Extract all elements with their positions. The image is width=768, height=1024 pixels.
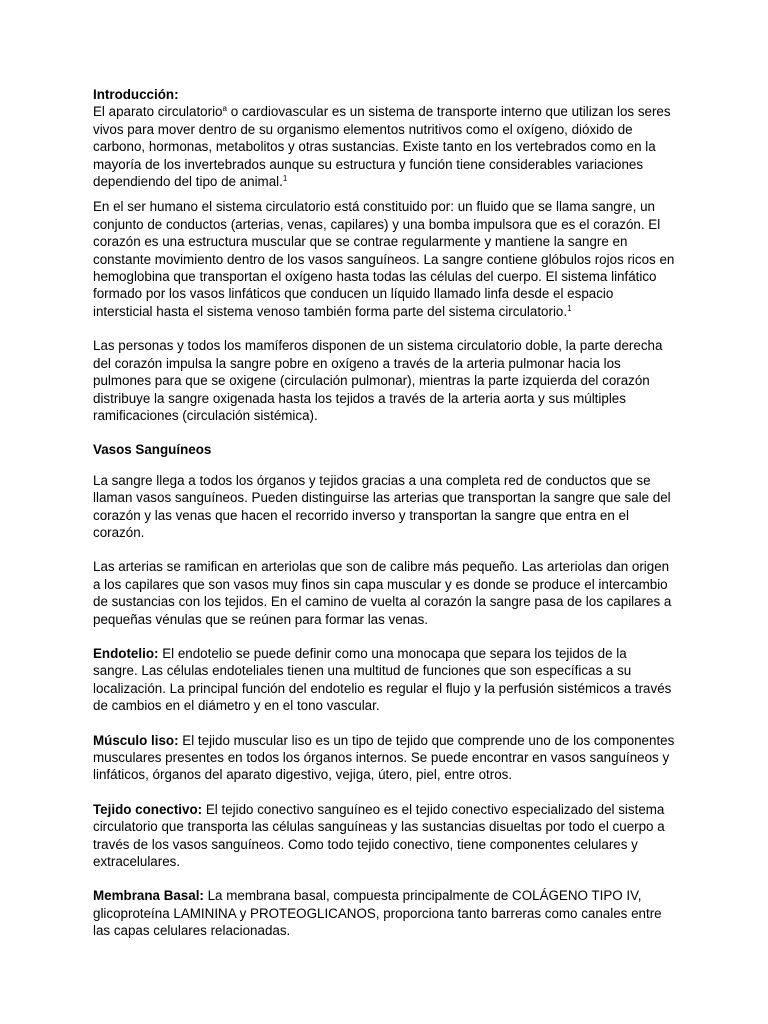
intro-heading: Introducción: [93, 87, 179, 102]
intro-paragraph-1-text-b: o cardiovascular es un sistema de transporte interno que utilizan los seres vivos para mover dentro de su organismo elementos nutritivos como el oxígeno, dióxido de carbono, hormonas, metabolitos y otras sustancias. Existe tanto en los vertebrados como en la mayoría de los invertebrados aunque su estructura y función tiene considerables variaciones dependiendo del tipo de animal. [93, 104, 671, 190]
document-body [93, 86, 675, 940]
footnote-ref: 1 [282, 174, 288, 184]
term-definition: El tejido muscular liso es un tipo de tejido que comprende uno de los componentes musculares presentes en todos los órganos internos. Se puede encontrar en vasos sanguíneos y linfáticos, órganos del aparato digestivo, vejiga, útero, piel, entre otros. [93, 732, 675, 783]
footnote-ref: 1 [567, 303, 572, 313]
intro-paragraph-3: Las personas y todos los mamíferos disponen de un sistema circulatorio doble, la parte derecha del corazón impulsa la sangre pobre en oxígeno a través de la arteria pulmonar hacia los pulmones para que se oxigene (circulación pulmonar), mientras la parte izquierda del corazón distribuye la sangre oxigenada hasta los tejidos a través de la arteria aorta y sus múltiples ramificaciones (circulación sistémica). [93, 338, 663, 423]
intro-paragraph-2 [93, 198, 675, 320]
term-paragraph-tejido-conectivo [93, 801, 675, 871]
term-paragraph-membrana-basal [93, 887, 675, 939]
intro-paragraph-2-text: En el ser humano el sistema circulatorio está constituido por: un fluido que se llama sangre, un conjunto de conductos (arterias, venas, capilares) y una bomba impulsora que es el corazón. El corazón es una estructura muscular que se contrae regularmente y mantiene la sangre en constante movimiento dentro de los vasos sanguíneos. La sangre contiene glóbulos rojos ricos en hemoglobina que transportan el oxígeno hasta todas las células del cuerpo. El sistema linfático formado por los vasos linfáticos que conducen un líquido llamado linfa desde el espacio intersticial hasta el sistema venoso también forma parte del sistema circulatorio. [93, 199, 675, 319]
term-label: Endotelio: [93, 645, 159, 661]
vasos-paragraph-2: Las arterias se ramifican en arteriolas que son de calibre más pequeño. Las arteriolas dan origen a los capilares que son vasos muy finos sin capa muscular y es donde se produce el intercambio de sustancias con los tejidos. En el camino de vuelta al corazón la sangre pasa de los capilares a pequeñas vénulas que se reúnen para formar las venas. [93, 559, 672, 627]
intro-paragraph-1 [93, 103, 675, 190]
term-label: Músculo liso: [93, 732, 179, 748]
vasos-paragraph-1: La sangre llega a todos los órganos y tejidos gracias a una completa red de conductos que se llaman vasos sanguíneos. Pueden distinguirse las arterias que transportan la sangre que sale del corazón y las venas que hacen el recorrido inverso y transportan la sangre que entra en el corazón. [93, 472, 671, 540]
term-definition: La membrana basal, compuesta principalmente de COLÁGENO TIPO IV, glicoproteína LAMININA y PROTEOGLICANOS, proporciona tanto barreras como canales entre las capas celulares relacionadas. [93, 888, 662, 939]
vasos-heading: Vasos Sanguíneos [93, 442, 212, 458]
term-definition: El tejido conectivo sanguíneo es el tejido conectivo especializado del sistema circulatorio que transporta las células sanguíneas y las sustancias disueltas por todo el cuerpo a través de los vasos sanguíneos. Como todo tejido conectivo, tiene componentes celulares y extracelulares. [93, 801, 665, 870]
term-label: Tejido conectivo: [93, 801, 203, 817]
term-label: Membrana Basal: [93, 888, 204, 904]
superscript-a: a [222, 104, 227, 114]
term-paragraph-musculo-liso [93, 732, 675, 784]
term-definition: El endotelio se puede definir como una monocapa que separa los tejidos de la sangre. Las células endoteliales tienen una multitud de funciones que son específicas a su localización. La principal función del endotelio es regular el flujo y la perfusión sistémicos a través de cambios en el diámetro y en el tono vascular. [93, 645, 672, 714]
intro-paragraph-1-text-a: El aparato circulatorio [93, 104, 223, 120]
term-paragraph-endotelio [93, 645, 675, 715]
